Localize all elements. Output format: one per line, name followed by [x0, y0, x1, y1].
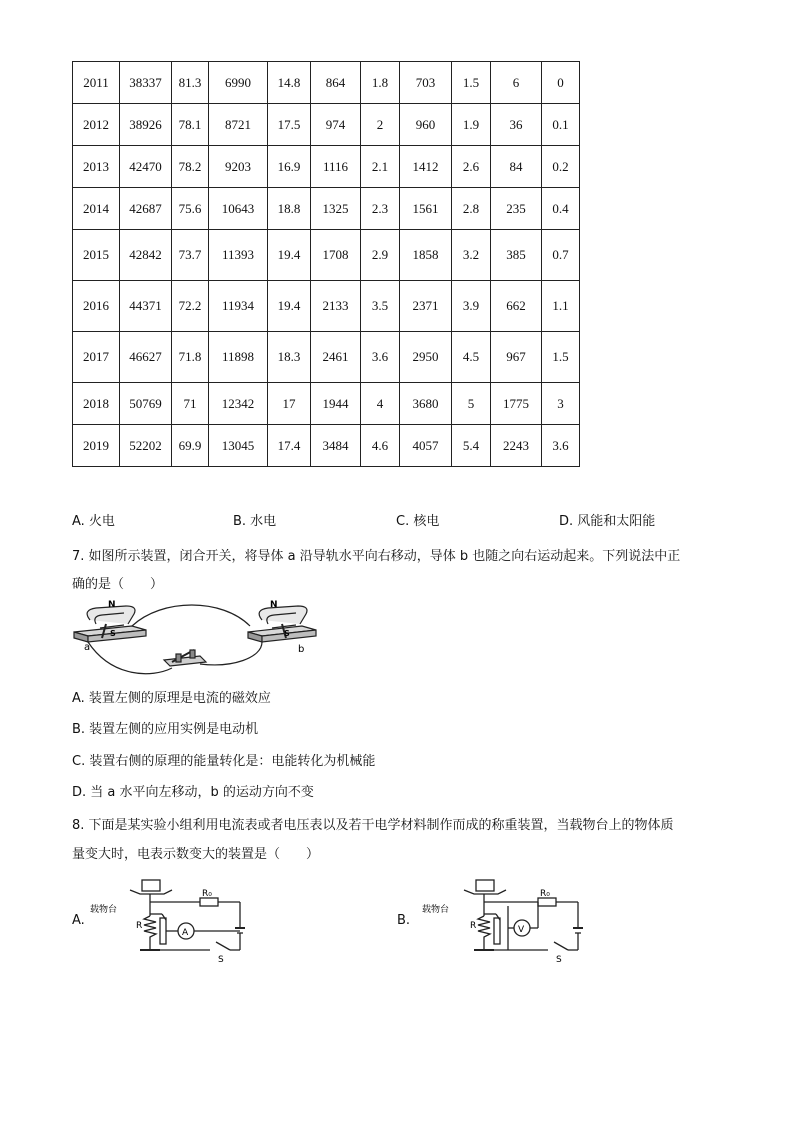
table-cell: 967 — [491, 332, 542, 383]
q8-stem-line1: 8. 下面是某实验小组利用电流表或者电压表以及若干电学材料制作而成的称重装置，当载物台上的物体质 — [72, 818, 674, 833]
table-cell: 385 — [491, 230, 542, 281]
table-cell: 2.8 — [452, 188, 491, 230]
q8-a-r-label: R — [136, 921, 143, 931]
table-cell: 2.6 — [452, 146, 491, 188]
table-cell: 960 — [400, 104, 452, 146]
table-cell: 0.2 — [542, 146, 580, 188]
q8-b-platform-label: 载物台 — [422, 905, 450, 915]
table-cell: 2017 — [73, 332, 120, 383]
table-row — [73, 62, 580, 104]
table-cell: 72.2 — [172, 281, 209, 332]
table-cell: 2012 — [73, 104, 120, 146]
table-cell: 5 — [452, 383, 491, 425]
table-cell: 662 — [491, 281, 542, 332]
table-cell: 8721 — [209, 104, 268, 146]
table-cell: 69.9 — [172, 425, 209, 467]
energy-data-table — [72, 61, 580, 467]
q8-circuit-a — [90, 878, 260, 963]
q8-a-platform-label: 载物台 — [90, 905, 118, 915]
q7-option-a[interactable]: A. 装置左侧的原理是电流的磁效应 — [72, 691, 271, 706]
q7-label-a: a — [84, 642, 91, 653]
table-cell: 3.6 — [361, 332, 400, 383]
table-cell: 0.1 — [542, 104, 580, 146]
table-cell: 1.5 — [542, 332, 580, 383]
table-cell: 18.8 — [268, 188, 311, 230]
table-cell: 19.4 — [268, 230, 311, 281]
table-cell: 9203 — [209, 146, 268, 188]
table-cell: 11898 — [209, 332, 268, 383]
table-row — [73, 104, 580, 146]
table-cell: 3484 — [311, 425, 361, 467]
table-cell: 864 — [311, 62, 361, 104]
table-cell: 2.9 — [361, 230, 400, 281]
table-cell: 3 — [542, 383, 580, 425]
table-cell: 1116 — [311, 146, 361, 188]
table-cell: 235 — [491, 188, 542, 230]
q7-label-n-right: N — [270, 600, 278, 610]
table-cell: 19.4 — [268, 281, 311, 332]
q8-b-s-label: S — [556, 955, 562, 963]
table-cell: 703 — [400, 62, 452, 104]
q7-option-b[interactable]: B. 装置左侧的应用实例是电动机 — [72, 722, 259, 737]
table-cell: 18.3 — [268, 332, 311, 383]
q6-options — [72, 510, 732, 530]
table-cell: 4.5 — [452, 332, 491, 383]
table-cell: 3.2 — [452, 230, 491, 281]
table-cell: 1.9 — [452, 104, 491, 146]
q6-option-a[interactable]: A. 火电 — [72, 514, 115, 529]
table-cell: 1325 — [311, 188, 361, 230]
q7-option-c[interactable]: C. 装置右侧的原理的能量转化是：电能转化为机械能 — [72, 754, 376, 769]
table-cell: 4 — [361, 383, 400, 425]
q7-label-s-right: S — [284, 629, 290, 638]
table-cell: 4.6 — [361, 425, 400, 467]
table-cell: 2018 — [73, 383, 120, 425]
table-cell: 2013 — [73, 146, 120, 188]
table-cell: 5.4 — [452, 425, 491, 467]
table-cell: 10643 — [209, 188, 268, 230]
table-cell: 1412 — [400, 146, 452, 188]
table-cell: 2014 — [73, 188, 120, 230]
q7-label-s-left: S — [110, 629, 116, 638]
table-cell: 50769 — [120, 383, 172, 425]
table-cell: 2461 — [311, 332, 361, 383]
table-row — [73, 383, 580, 425]
q6-option-c[interactable]: C. 核电 — [396, 514, 440, 529]
table-cell: 38337 — [120, 62, 172, 104]
table-cell: 1.1 — [542, 281, 580, 332]
q7-apparatus-figure — [72, 598, 322, 680]
table-cell: 75.6 — [172, 188, 209, 230]
table-cell: 1561 — [400, 188, 452, 230]
table-cell: 3680 — [400, 383, 452, 425]
q8-a-meter-label: A — [182, 928, 189, 938]
table-cell: 4057 — [400, 425, 452, 467]
table-cell: 1944 — [311, 383, 361, 425]
table-cell: 17 — [268, 383, 311, 425]
q8-b-meter-label: V — [518, 925, 525, 935]
q7-stem-line1: 7. 如图所示装置，闭合开关，将导体 a 沿导轨水平向右移动，导体 b 也随之向右运动起来。下列说法中正 — [72, 549, 681, 564]
q8-a-s-label: S — [218, 955, 224, 963]
table-cell: 71 — [172, 383, 209, 425]
table-cell: 16.9 — [268, 146, 311, 188]
table-cell: 1.5 — [452, 62, 491, 104]
table-cell: 0.4 — [542, 188, 580, 230]
table-cell: 1.8 — [361, 62, 400, 104]
table-row — [73, 230, 580, 281]
q7-stem-line2: 确的是（ ） — [72, 577, 164, 592]
q8-b-r-label: R — [470, 921, 477, 931]
table-cell: 2133 — [311, 281, 361, 332]
table-cell: 2.3 — [361, 188, 400, 230]
table-cell: 84 — [491, 146, 542, 188]
table-row — [73, 188, 580, 230]
q6-option-d[interactable]: D. 风能和太阳能 — [559, 514, 656, 529]
table-cell: 3.6 — [542, 425, 580, 467]
table-cell: 1775 — [491, 383, 542, 425]
table-cell: 2016 — [73, 281, 120, 332]
q7-label-n-left: N — [108, 600, 116, 610]
q8-b-r0-label: R₀ — [540, 889, 550, 899]
table-cell: 11934 — [209, 281, 268, 332]
table-cell: 3.5 — [361, 281, 400, 332]
q7-option-d[interactable]: D. 当 a 水平向左移动，b 的运动方向不变 — [72, 785, 314, 800]
table-row — [73, 332, 580, 383]
table-cell: 12342 — [209, 383, 268, 425]
table-cell: 6990 — [209, 62, 268, 104]
table-cell: 46627 — [120, 332, 172, 383]
table-cell: 2950 — [400, 332, 452, 383]
q7-label-b: b — [298, 644, 305, 655]
table-cell: 38926 — [120, 104, 172, 146]
table-cell: 1708 — [311, 230, 361, 281]
table-row — [73, 146, 580, 188]
table-cell: 2371 — [400, 281, 452, 332]
table-cell: 2015 — [73, 230, 120, 281]
table-cell: 78.2 — [172, 146, 209, 188]
table-cell: 42687 — [120, 188, 172, 230]
table-cell: 0.7 — [542, 230, 580, 281]
table-cell: 3.9 — [452, 281, 491, 332]
table-cell: 2.1 — [361, 146, 400, 188]
table-cell: 13045 — [209, 425, 268, 467]
table-cell: 2019 — [73, 425, 120, 467]
table-cell: 11393 — [209, 230, 268, 281]
table-cell: 42470 — [120, 146, 172, 188]
table-cell: 17.5 — [268, 104, 311, 146]
q8-stem-line2: 量变大时，电表示数变大的装置是（ ） — [72, 847, 320, 862]
table-cell: 73.7 — [172, 230, 209, 281]
table-cell: 52202 — [120, 425, 172, 467]
q8-a-r0-label: R₀ — [202, 889, 212, 899]
table-cell: 14.8 — [268, 62, 311, 104]
table-cell: 81.3 — [172, 62, 209, 104]
q8-option-a-label[interactable]: A. — [72, 913, 85, 928]
q6-option-b[interactable]: B. 水电 — [233, 514, 277, 529]
table-cell: 2 — [361, 104, 400, 146]
table-cell: 71.8 — [172, 332, 209, 383]
table-cell: 2243 — [491, 425, 542, 467]
q8-option-b-label[interactable]: B. — [397, 913, 411, 928]
table-row — [73, 425, 580, 467]
table-cell: 42842 — [120, 230, 172, 281]
table-cell: 44371 — [120, 281, 172, 332]
table-cell: 1858 — [400, 230, 452, 281]
table-cell: 974 — [311, 104, 361, 146]
table-cell: 0 — [542, 62, 580, 104]
table-cell: 78.1 — [172, 104, 209, 146]
table-cell: 36 — [491, 104, 542, 146]
table-cell: 17.4 — [268, 425, 311, 467]
table-row — [73, 281, 580, 332]
table-cell: 6 — [491, 62, 542, 104]
table-cell: 2011 — [73, 62, 120, 104]
q8-circuit-b — [418, 878, 588, 963]
